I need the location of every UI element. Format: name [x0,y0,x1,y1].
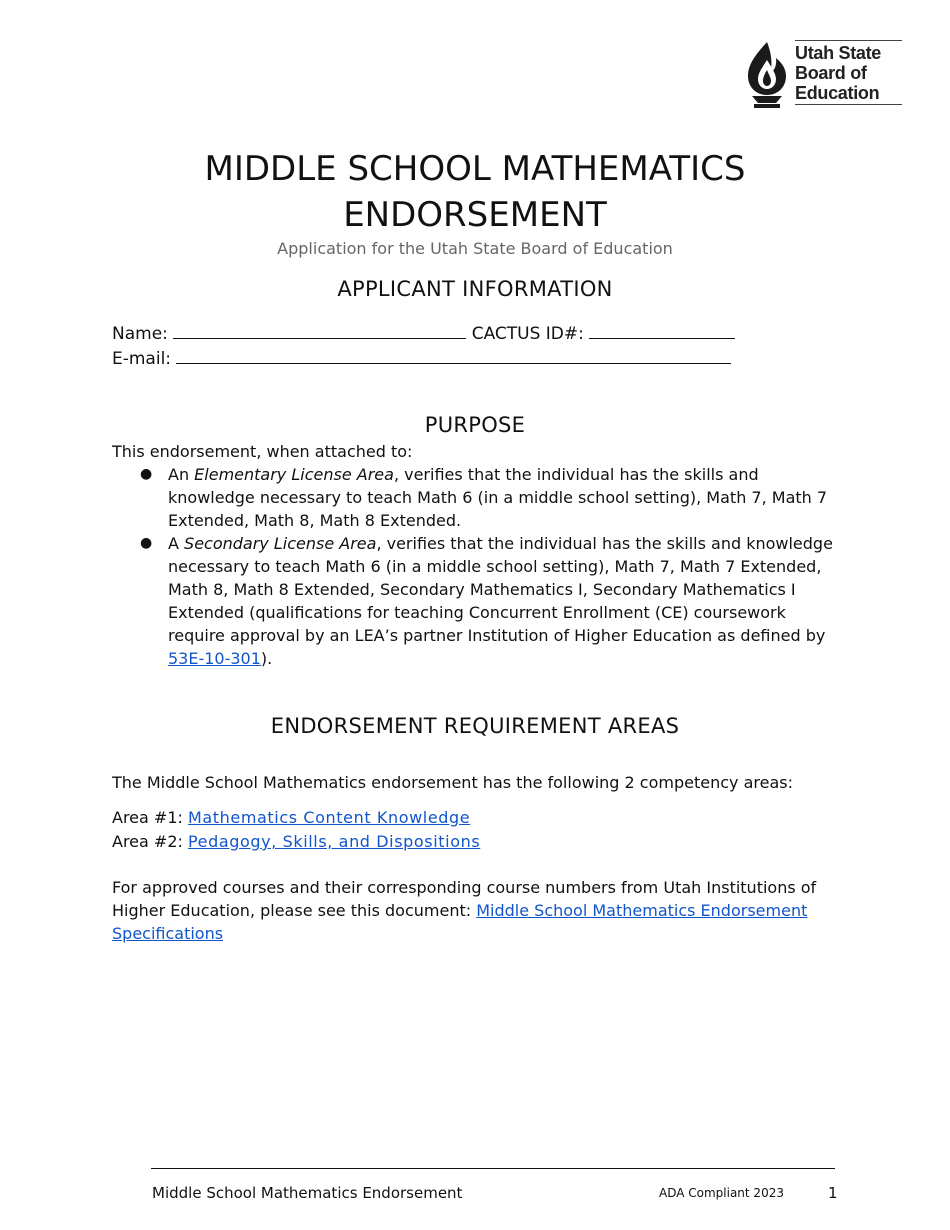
page-subtitle: Application for the Utah State Board of Education [277,239,673,258]
email-row [112,346,852,371]
area-list [112,806,842,853]
requirements-intro: The Middle School Mathematics endorsement has the following 2 competency areas: [112,773,793,792]
name-cactus-row [112,321,852,346]
purpose-section [112,440,842,670]
specifications-link[interactable]: Middle School Mathematics Endorsement Specifications [112,901,808,943]
logo-wordmark [795,40,902,105]
cactus-id-label: CACTUS ID#: [471,324,584,344]
footer-divider [151,1168,835,1169]
code-link-53e-10-301[interactable]: 53E-10-301 [168,649,261,668]
bullet-dot-icon: ● [140,466,153,482]
area-2-row [112,830,842,853]
bullet1-text: , verifies that the individual has the skills and knowledge necessary to teach Math 6 (in a middle school setting), Math 7, Math 7 Extended, Math 8, Math 8 Extended. [168,465,828,530]
courses-text: For approved courses and their corresponding course numbers from Utah Institutions of Higher Education, please see this document: [112,878,817,920]
bullet1-prefix: An [168,465,195,484]
applicant-heading: APPLICANT INFORMATION [337,277,613,301]
purpose-list [112,463,842,670]
logo-line-3: Education [795,83,880,103]
email-label: E-mail: [112,349,172,369]
title-line-1: MIDDLE SCHOOL MATHEMATICS [204,149,746,189]
name-field[interactable] [173,321,466,339]
purpose-intro: This endorsement, when attached to: [112,442,413,461]
cactus-id-field[interactable] [589,321,735,339]
logo-line-2: Board of [795,63,867,83]
footer-title: Middle School Mathematics Endorsement [152,1184,463,1202]
email-field[interactable] [176,346,731,364]
page-title [112,146,838,238]
area-1-row [112,806,842,829]
bullet1-emphasis: Elementary License Area [194,465,394,484]
bullet2-prefix: A [168,534,185,553]
footer-ada-note: ADA Compliant 2023 [659,1186,784,1200]
area-2-label: Area #2: [112,832,188,851]
flame-torch-icon [742,40,792,110]
courses-paragraph [112,876,842,945]
usbe-logo [742,40,902,110]
area-1-link[interactable]: Mathematics Content Knowledge [187,808,471,827]
bullet2-emphasis: Secondary License Area [184,534,377,553]
page-number: 1 [828,1184,838,1202]
logo-line-1: Utah State [795,43,882,63]
bullet2-suffix: ). [260,649,273,668]
bullet-dot-icon: ● [140,535,153,551]
bullet2-text: , verifies that the individual has the skills and knowledge necessary to teach Math 6 (in a middle school setting), Math 7, Math 7 Extended, Math 8, Math 8 Extended, Secondary Mathematics I, Secondary Mathematics I Extended (qualifications for teaching Concurrent Enrollment (CE) coursework require approval by an LEA’s partner Institution of Higher Education as defined by [168,534,833,645]
name-label: Name: [112,324,168,344]
requirements-heading: ENDORSEMENT REQUIREMENT AREAS [270,714,680,738]
area-1-label: Area #1: [112,808,188,827]
purpose-bullet-elementary [112,463,842,532]
purpose-bullet-secondary [112,532,842,670]
area-2-link[interactable]: Pedagogy, Skills, and Dispositions [187,832,481,851]
title-line-2: ENDORSEMENT [343,195,607,235]
purpose-heading: PURPOSE [424,413,526,437]
